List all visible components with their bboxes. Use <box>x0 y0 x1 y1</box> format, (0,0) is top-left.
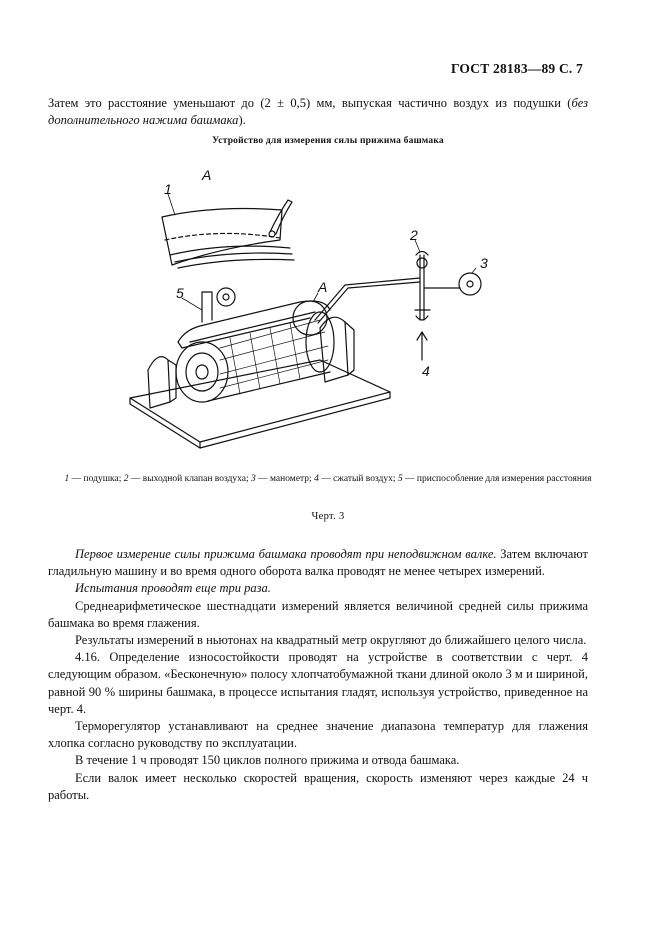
caption-text-5: — приспособление для измерения расстояния <box>402 474 592 484</box>
caption-num-1: 1 <box>64 474 70 484</box>
label-3: 3 <box>480 255 488 271</box>
paragraph-1-rest: Затем включают гладильную машину и во время одного оборота валка проводят не менее четырех измерений. <box>48 547 588 579</box>
caption-text-3: — манометр; <box>255 474 315 484</box>
intro-end: ). <box>238 113 246 127</box>
device-drawing <box>120 160 500 460</box>
detail-a-inset <box>162 200 294 268</box>
intro-paragraph <box>48 95 588 129</box>
paragraph-6: Терморегулятор устанавливают на среднее значение диапазона температур для глажения хлопка согласно руководству по эксплуатации. <box>48 719 588 751</box>
label-a-marker: А <box>318 279 328 295</box>
caption-num-3: 3 <box>250 474 256 484</box>
left-support <box>148 357 176 408</box>
paragraph-2-italic: Испытания проводят еще три раза. <box>75 581 271 596</box>
valve-assembly <box>415 252 481 321</box>
caption-text-4: — сжатый воздух; <box>318 474 398 484</box>
paragraph-7: В течение 1 ч проводят 150 циклов полного прижима и отвода башмака. <box>75 753 460 768</box>
paragraph-1 <box>48 546 588 580</box>
paragraph-5: 4.16. Определение износостойкости проводят на устройстве в соответствии с черт. 4 следующим образом. «Бесконечную» полосу хлопчатобумажной ткани длиной около 3 м и шириной, равной 90 % ширины башмака, в процессе испытания гладят, используя устройство, приведенное на черт. 4. <box>48 650 588 716</box>
intro-italic: без дополнительного нажима башмака <box>48 96 588 127</box>
distance-gauge <box>202 288 235 322</box>
caption-num-4: 4 <box>314 474 319 484</box>
caption-text-1: — подушка; <box>69 474 124 484</box>
label-1: 1 <box>164 181 172 197</box>
paragraph-4: Результаты измерений в ньютонах на квадратный метр округляют до ближайшего целого числа. <box>75 633 587 648</box>
air-arrow <box>417 332 427 360</box>
caption-num-2: 2 <box>123 474 129 484</box>
page-header: ГОСТ 28183—89 С. 7 <box>450 61 583 76</box>
shoe-housing <box>178 301 330 348</box>
label-4: 4 <box>422 363 430 379</box>
paragraph-8: Если валок имеет несколько скоростей вращения, скорость изменяют через каждые 24 ч работы. <box>48 770 588 802</box>
label-view-a: А <box>202 167 212 183</box>
intro-text: Затем это расстояние уменьшают до (2 ± 0,5) мм, выпуская частично воздух из подушки ( <box>48 96 572 110</box>
paragraph-1-italic: Первое измерение силы прижима башмака проводят при неподвижном валке. <box>75 547 497 561</box>
paragraph-3: Среднеарифметическое шестнадцати измерений является величиной средней силы прижима башмака во время глажения. <box>48 598 588 630</box>
figure-number: Черт. 3 <box>311 511 345 522</box>
label-5: 5 <box>176 285 184 301</box>
figure-title: Устройство для измерения силы прижима башмака <box>212 136 444 146</box>
label-2: 2 <box>410 227 418 243</box>
caption-num-5: 5 <box>397 474 403 484</box>
air-pipe <box>315 278 420 323</box>
paragraph-2 <box>48 580 588 597</box>
caption-text-2: — выходной клапан воздуха; <box>128 474 251 484</box>
figure-caption <box>48 473 608 486</box>
body-text <box>48 546 588 804</box>
